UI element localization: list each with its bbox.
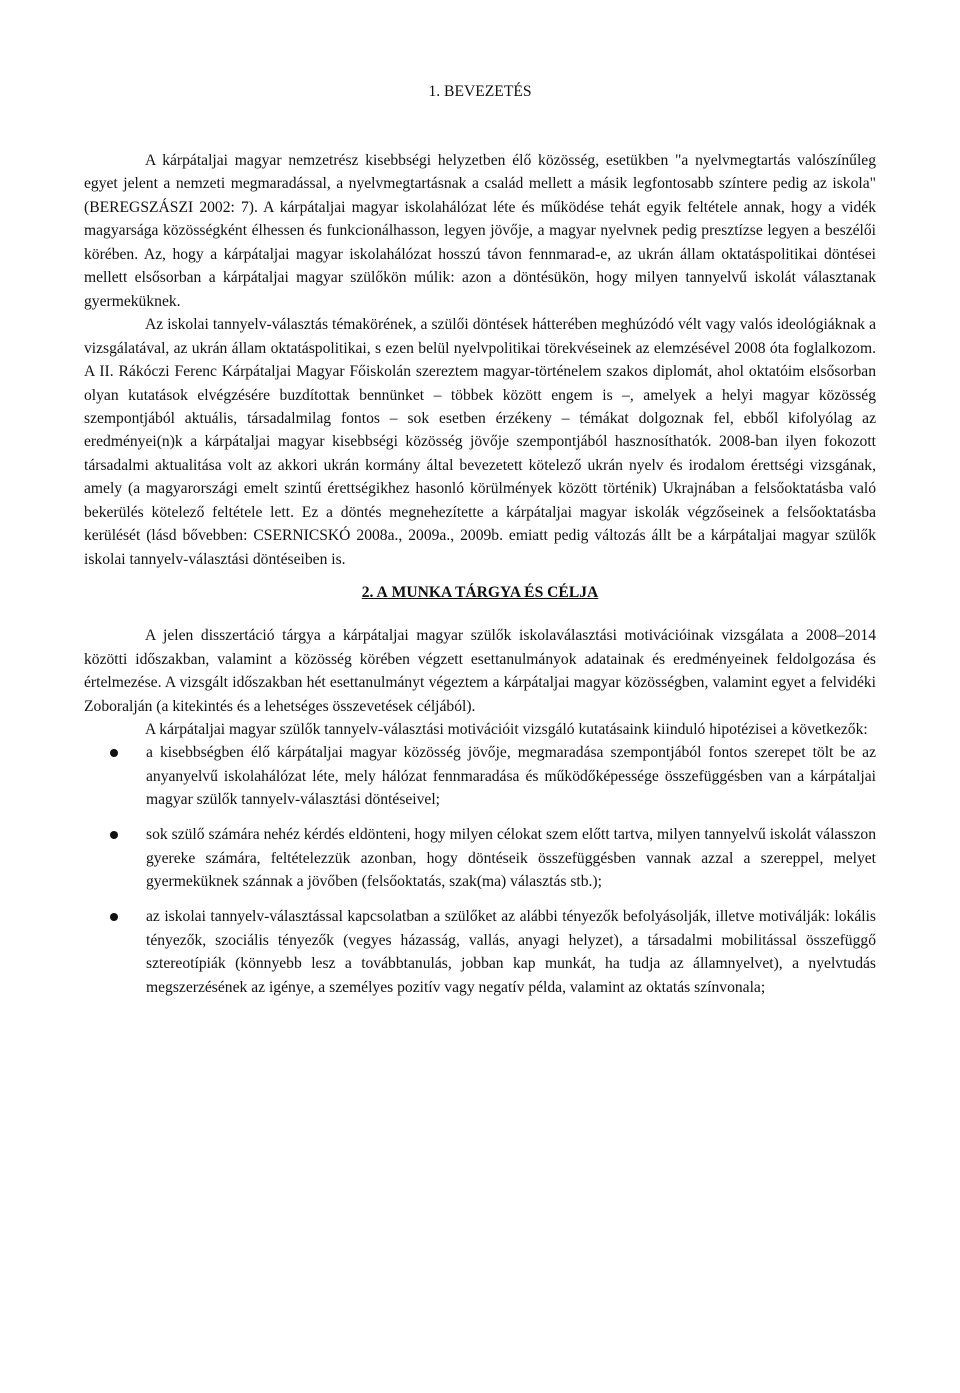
section-number: 1. xyxy=(428,83,441,100)
list-item xyxy=(84,905,876,999)
section-title-rest: MUNKA TÁRGYA ÉS CÉLJA xyxy=(387,584,599,602)
list-item-text: a kisebbségben élő kárpátaljai magyar közösség jövője, megmaradása szempontjából fontos szerepet tölt be az anyanyelvű iskolahálózat léte, mely hálózat fennmaradása és működőképessége összefüggésben van a kárpátaljai magyar szülők tannyelv-választási döntéseivel; xyxy=(146,744,876,809)
section-heading-introduction xyxy=(84,80,876,103)
section-title-initial: B xyxy=(444,83,455,100)
section-number-prefix: 2. A xyxy=(361,584,388,602)
intro-paragraph-1 xyxy=(84,149,876,313)
subject-paragraph-2: A kárpátaljai magyar szülők tannyelv-választási motivációit vizsgáló kutatásaink kiinduló hipotézisei a következők: xyxy=(145,720,868,738)
section-heading-subject xyxy=(84,581,876,604)
document-page xyxy=(84,80,876,1010)
intro-paragraph-2-text-b: 2008a., 2009a., 2009b. emiatt pedig változás állt be a kárpátaljai magyar szülők iskolai tannyelv-választási döntéseiben is. xyxy=(84,527,877,568)
bullet-icon xyxy=(110,831,118,839)
list-item-text: az iskolai tannyelv-választással kapcsolatban a szülőket az alábbi tényezők befolyásolják, illetve motiválják: lokális tényezők, szociális tényezők (vegyes házasság, vallás, anyagi helyzet), a társadalmi mobilitással összefüggő sztereotípiák (könnyebb lesz a továbbtanulás, jobban kap munkát, ha tudja az államnyelvet), a nyelvtudás megszerzésének az igénye, a személyes pozitív vagy negatív példa, valamint az oktatás színvonala; xyxy=(146,908,876,996)
citation-initial: B xyxy=(89,198,100,216)
intro-paragraph-2-text-a: Az iskolai tannyelv-választás témakörének, a szülői döntések hátterében meghúzódó vélt vagy valós ideológiáknak a vizsgálatával, az ukrán állam oktatáspolitikai, s ezen belül nyelvpolitikai törekvéseinek az elemzésével 2008 óta foglalkozom. A II. Rákóczi Ferenc Kárpátaljai Magyar Főiskolán szereztem magyar-történelem szakos diplomát, ahol oktatóim elsősorban olyan kutatások elvégzésére buzdítottak bennünket – többek között engem is –, amelyek a helyi magyar közösség szempontjából aktuális, társadalmilag fontos – sok esetben érzékeny – témákat dolgoznak fel, ebből kifolyólag az eredményei(n)k a kárpátaljai magyar kisebbségi közösség jövője szempontjából hasznosíthatók. 2008-ban ilyen fokozott társadalmi aktualitása volt az akkori ukrán kormány által bevezetett kötelező ukrán nyelv és irodalom érettségi vizsgának, amely (a magyarországi emelt szintű érettségikhez hasonló körülmények között történik) Ukrajnában a felsőoktatásba való bekerülés kötelező feltétele lett. Ez a döntés megnehezítette a kárpátaljai magyar iskolák végzőseinek a felsőoktatásba kerülését (lásd bővebben: C xyxy=(84,316,876,545)
subject-paragraph-1: A jelen disszertáció tárgya a kárpátaljai magyar szülők iskolaválasztási motivációinak vizsgálata a 2008–2014 közötti időszakban, valamint a közösség körében végzett esettanulmányok adatainak és eredményeinek feldolgozása és értelmezése. A vizsgált időszakban hét esettanulmányt végeztem a kárpátaljai magyar közösségben, valamint egyet a felvidéki Zoboralján (a kitekintés és a lehetséges összevetések céljából). xyxy=(84,627,876,715)
list-item xyxy=(84,823,876,893)
list-item-text: sok szülő számára nehéz kérdés eldönteni, hogy milyen célokat szem előtt tartva, milyen tannyelvű iskolát válasszon gyereke számára, feltételezzük azonban, hogy döntéseik összefüggésben vannak azzal a szereppel, melyet gyermeküknek szánnak a jövőben (felsőoktatás, szak(ma) választás stb.); xyxy=(146,826,876,891)
bullet-icon xyxy=(110,913,118,921)
intro-paragraph-1-text-a: A kárpátaljai magyar nemzetrész kisebbségi helyzetben élő közösség, esetükben "a nyelvmegtartás valószínűleg egyet jelent a nemzeti megmaradással, a nyelvmegtartásnak a család mellett a másik legfontosabb színtere pedig az iskola" ( xyxy=(84,152,876,216)
citation-author: EREGSZÁSZI xyxy=(99,198,194,216)
citation-author: SERNICSKÓ xyxy=(263,527,351,545)
intro-paragraph-1-text-b: 2002: 7). A kárpátaljai magyar iskolahálózat léte és működése tehát egyik feltétele annak, hogy a vidék magyarsága közösségként élhessen és funkcionálhasson, legyen jövője, a magyar nyelvnek pedig presztízse legyen a beszélői körében. Az, hogy a kárpátaljai magyar iskolahálózat hosszú távon fennmarad-e, az ukrán állam oktatáspolitikai döntései mellett elsősorban a kárpátaljai magyar szülőkön múlik: azon a döntésükön, hogy milyen tannyelvű iskolát választanak gyermeküknek. xyxy=(84,198,876,310)
hypotheses-list xyxy=(84,741,876,999)
intro-paragraph-2 xyxy=(84,313,876,571)
list-item xyxy=(84,741,876,811)
bullet-icon xyxy=(110,749,118,757)
section-title-rest: EVEZETÉS xyxy=(454,83,532,100)
